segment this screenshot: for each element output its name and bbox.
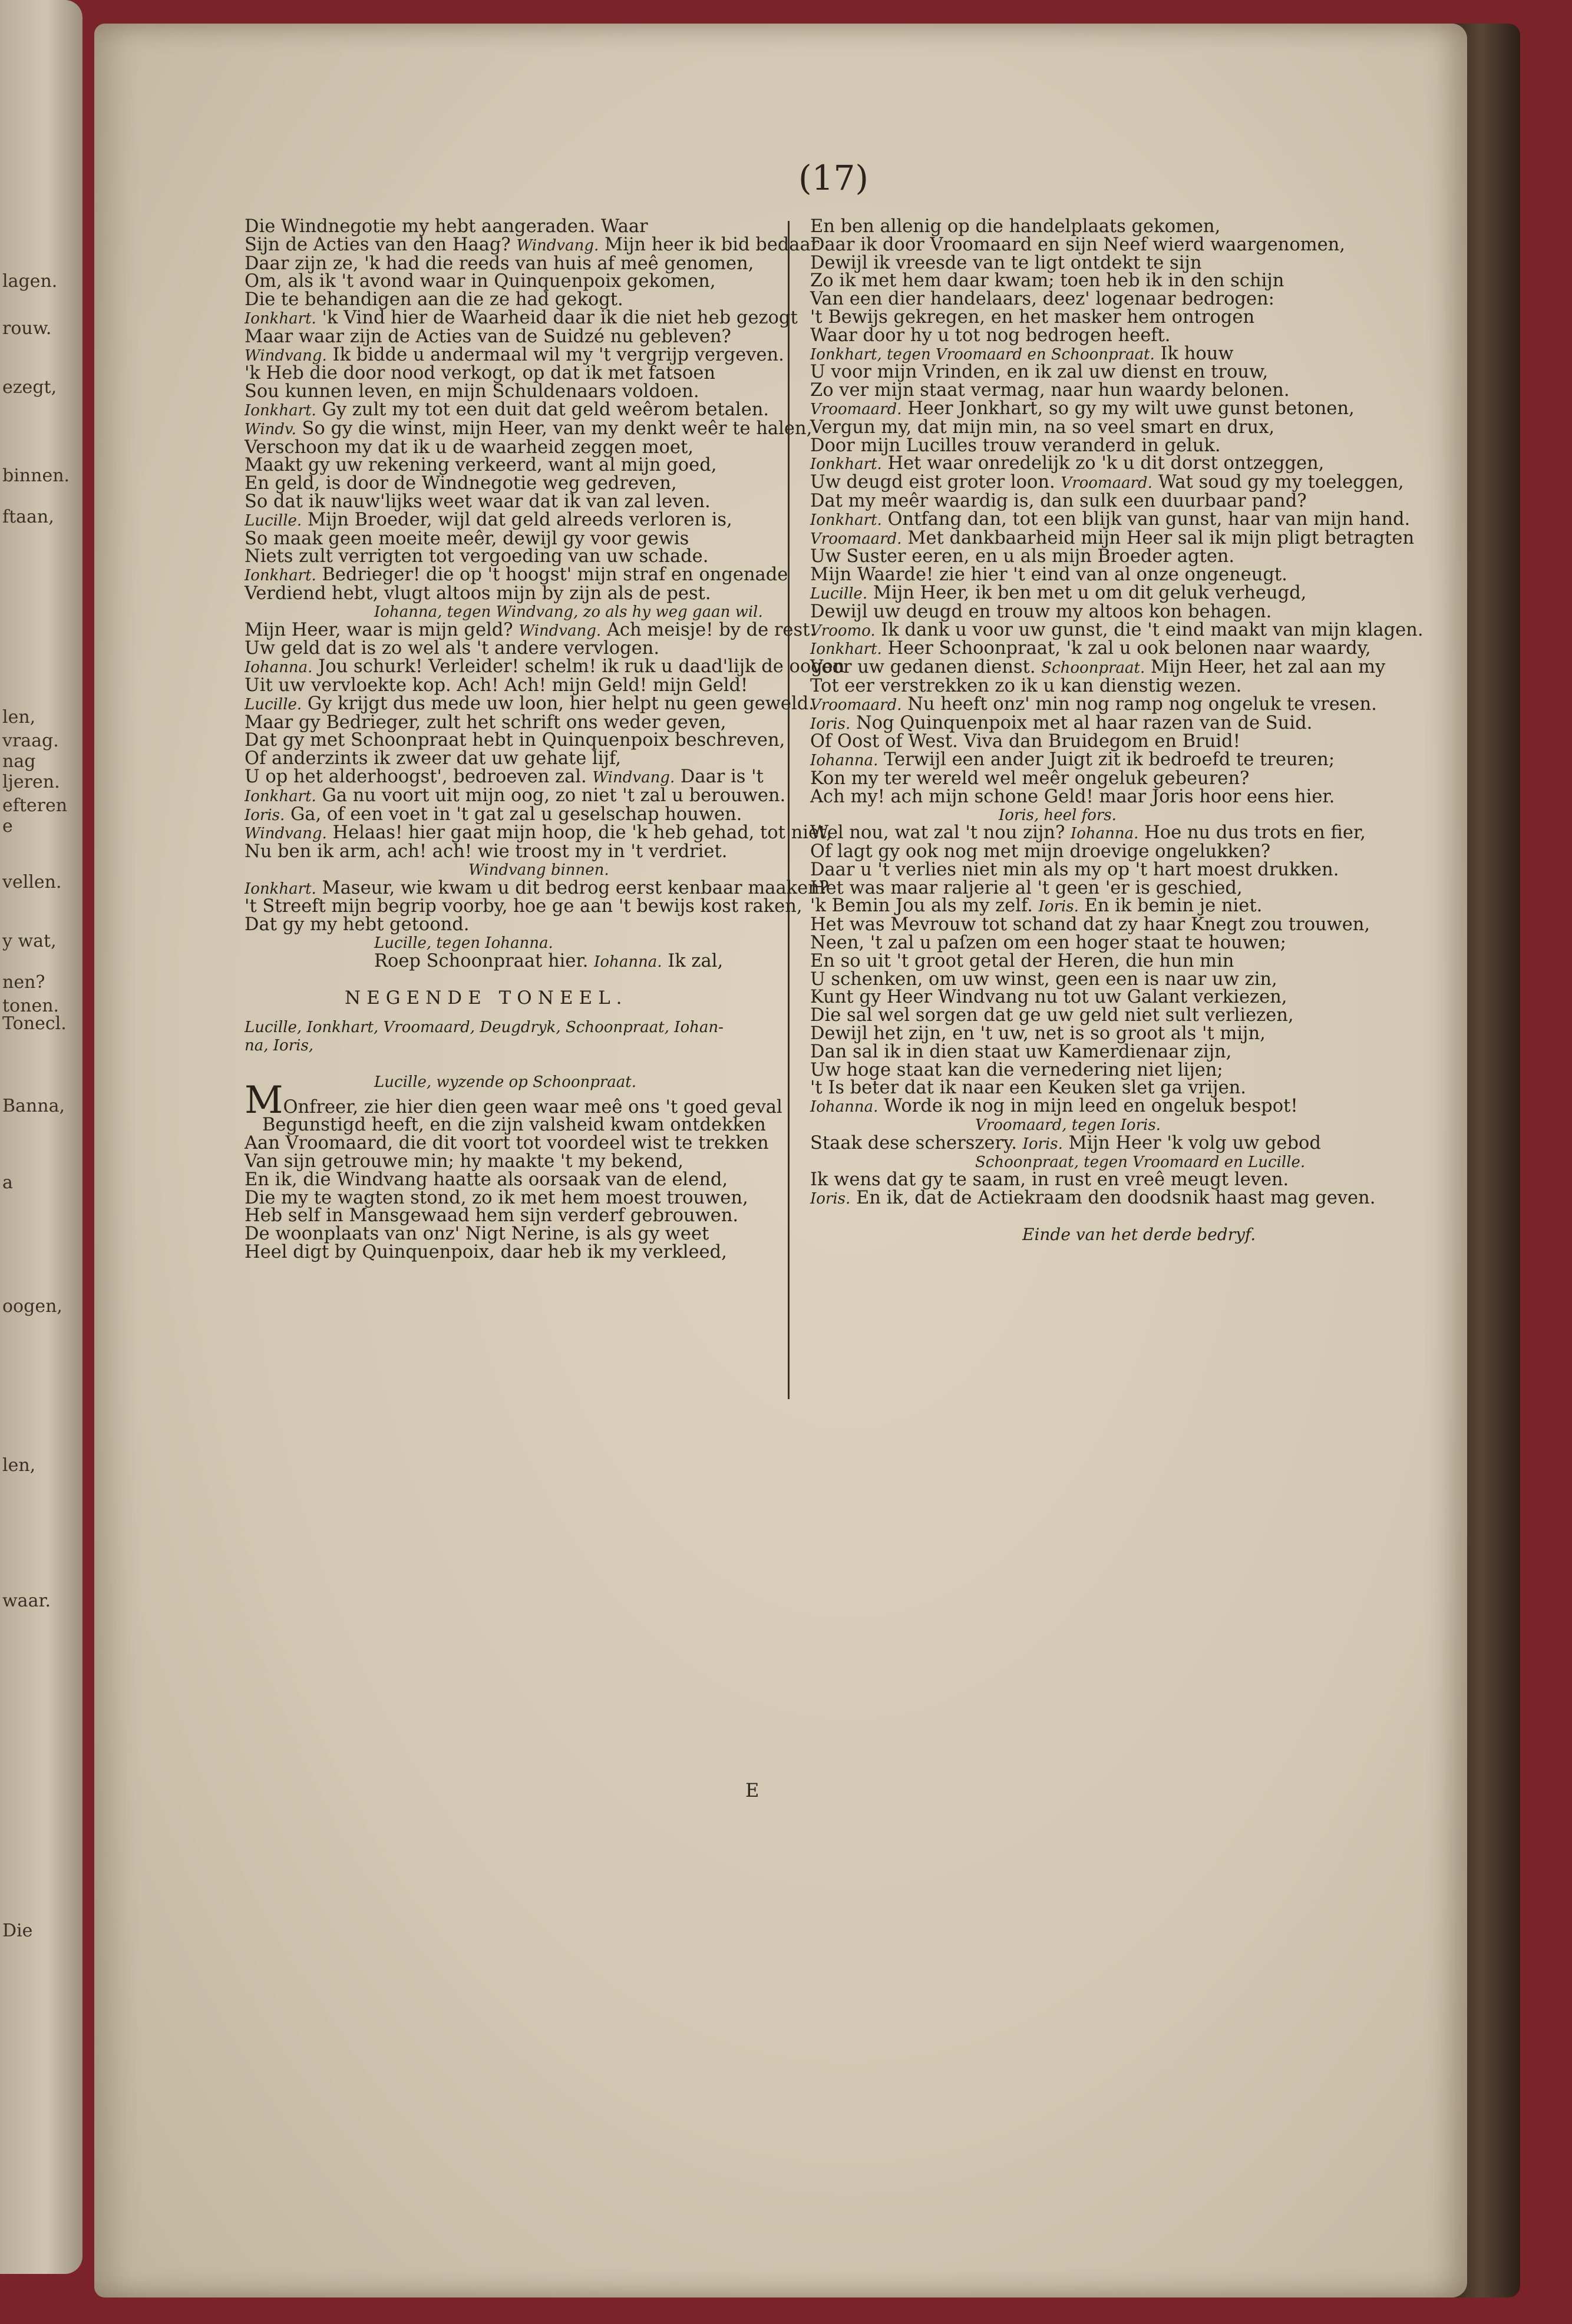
verse-text: Ik wens dat gy te saam, in rust en vreê meugt leven.	[810, 1169, 1289, 1191]
verse-line	[245, 1244, 775, 1262]
stage-direction: Lucille, wyzende op Schoonpraat.	[374, 1073, 637, 1091]
verse-text: Maar gy Bedrieger, zult het schrift ons weder geven,	[245, 712, 726, 733]
verse-text: Tot eer verstrekken zo ik u kan dienstig wezen.	[810, 675, 1242, 696]
verse-line	[810, 1043, 1405, 1062]
verse-line	[810, 382, 1405, 400]
verse-line	[810, 290, 1405, 309]
left-page-fragment: nen?	[2, 972, 45, 993]
left-page-edge	[0, 0, 82, 2274]
verse-text: Of Oost of West. Viva dan Bruidegom en Bruid!	[810, 731, 1240, 752]
verse-line	[810, 693, 1405, 715]
speaker-name: Ioris.	[810, 715, 851, 733]
verse-line	[810, 363, 1405, 382]
stage-direction: Lucille, tegen Iohanna.	[374, 934, 553, 953]
speaker-name: Ioris.	[1038, 898, 1079, 916]
verse-text: En so uit 't groot getal der Heren, die hun min	[810, 950, 1234, 971]
verse-line	[245, 693, 814, 714]
verse-line	[245, 656, 845, 677]
verse-text: Ik dank u voor uw gunst, die 't eind maakt van mijn klagen.	[875, 619, 1424, 640]
verse-line	[245, 218, 775, 236]
verse-line	[245, 307, 798, 328]
verse-text: Uw Suster eeren, en u als mijn Broeder agten.	[810, 546, 1235, 567]
verse-text: U voor mijn Vrinden, en ik zal uw dienst en trouw,	[810, 362, 1269, 383]
speaker-name: Iohanna.	[245, 659, 313, 677]
speaker-name: Lucille.	[245, 511, 302, 530]
verse-line	[810, 877, 1405, 898]
verse-text: Die sal wel sorgen dat ge uw geld niet sult verliezen,	[810, 1005, 1294, 1026]
speaker-name: Ionkhart.	[810, 455, 882, 474]
verse-line	[245, 950, 775, 971]
left-page-fragment: vraag.	[2, 730, 59, 751]
verse-text: Bedrieger! die op 't hoogst' mijn straf en ongenade	[316, 564, 788, 586]
verse-text: Die Windnegotie my hebt aangeraden. Waar	[245, 216, 648, 237]
verse-text: Heer Schoonpraat, 'k zal u ook belonen naar waardy,	[881, 638, 1371, 659]
verse-text: Van een dier handelaars, deez' logenaar bedrogen:	[810, 289, 1274, 310]
verse-line	[810, 824, 1405, 843]
verse-line	[245, 475, 775, 493]
verse-line	[810, 733, 1405, 751]
verse-text: Mijn Broeder, wijl dat geld alreeds verloren is,	[302, 509, 732, 530]
verse-line	[245, 1171, 775, 1189]
drop-cap: M	[245, 1078, 283, 1122]
verse-text: Onfreer, zie hier dien geen waar meê ons 't goed geval	[283, 1096, 782, 1118]
verse-text: Dewijl ik vreesde van te ligt ontdekt te sijn	[810, 252, 1202, 273]
verse-line	[245, 291, 775, 309]
verse-text: Ik zal,	[662, 950, 724, 971]
left-page-fragment: waar.	[2, 1591, 51, 1611]
scene-title: NEGENDE TONEEL.	[345, 987, 628, 1009]
verse-text: 't Bewijs gekregen, en het masker hem ontrogen	[810, 306, 1255, 328]
verse-text: Het was Mevrouw tot schand dat zy haar Knegt zou trouwen,	[810, 914, 1370, 935]
verse-text: Hoe nu dus trots en fier,	[1138, 822, 1366, 844]
verse-line	[810, 1097, 1405, 1116]
verse-text: Maar waar zijn de Acties van de Suidzé nu gebleven?	[245, 326, 731, 347]
verse-line	[245, 843, 775, 861]
verse-text: Mijn Heer, ik ben met u om dit geluk verheugd,	[867, 582, 1307, 603]
verse-text: U schenken, om uw winst, geen een is naar uw zin,	[810, 968, 1277, 990]
verse-line	[245, 768, 775, 787]
verse-line	[810, 327, 1405, 345]
verse-line	[245, 344, 784, 365]
verse-text: Voor uw gedanen dienst.	[810, 657, 1042, 678]
verse-text: Roep Schoonpraat hier.	[374, 950, 595, 971]
verse-line	[810, 916, 1405, 934]
speaker-name: Vroomo.	[810, 622, 876, 640]
verse-line	[810, 770, 1405, 788]
verse-line	[245, 328, 775, 346]
verse-text: Of lagt gy ook nog met mijn droevige ongelukken?	[810, 841, 1271, 862]
verse-line	[245, 677, 775, 695]
stage-direction: Ioris, heel fors.	[999, 806, 1117, 824]
verse-text: Mijn heer ik bid bedaar	[599, 234, 820, 255]
verse-text: Nog Quinquenpoix met al haar razen van de Suid.	[850, 712, 1313, 733]
verse-line	[810, 345, 1405, 364]
verse-text: Ga, of een voet in 't gat zal u geselschap houwen.	[285, 804, 742, 825]
stage-direction: na, Ioris,	[245, 1037, 314, 1055]
verse-line	[810, 861, 1405, 880]
verse-text: Kunt gy Heer Windvang nu tot uw Galant verkiezen,	[810, 987, 1287, 1008]
verse-text: Dewijl uw deugd en trouw my altoos kon behagen.	[810, 601, 1272, 622]
left-page-fragment: a	[2, 1172, 13, 1193]
verse-line	[245, 1225, 775, 1244]
verse-line	[810, 897, 1405, 916]
speaker-name: Ionkhart.	[245, 787, 316, 805]
act-end-note: Einde van het derde bedryf.	[1022, 1225, 1256, 1245]
verse-text: 'k Bemin Jou als my zelf.	[810, 895, 1039, 917]
verse-text: Wel nou, wat zal 't nou zijn?	[810, 822, 1071, 844]
verse-text: Sou kunnen leven, en mijn Schuldenaars voldoen.	[245, 381, 699, 402]
verse-text: Ik bidde u andermaal wil my 't vergrijp vergeven.	[326, 344, 784, 365]
left-page-fragment: efteren	[2, 795, 68, 816]
speaker-name: Windvang.	[516, 236, 599, 254]
verse-text: Heer Jonkhart, so gy my wilt uwe gunst betonen,	[901, 398, 1355, 419]
verse-line	[245, 916, 775, 934]
verse-text: Mijn Heer, het zal aan my	[1145, 657, 1386, 678]
verse-line	[245, 530, 775, 548]
verse-text: Zo ver mijn staat vermag, naar hun waardy belonen.	[810, 380, 1290, 401]
speaker-name: Vroomaard.	[810, 530, 902, 548]
verse-text: Maakt gy uw rekening verkeerd, want al mijn goed,	[245, 455, 717, 476]
verse-line	[245, 585, 775, 603]
verse-text: Worde ik nog in mijn leed en ongeluk bespot!	[878, 1096, 1298, 1117]
verse-text: Niets zult verrigten tot vergoeding van uw schade.	[245, 546, 709, 567]
verse-text: Nu ben ik arm, ach! ach! wie troost my in 't verdriet.	[245, 841, 728, 862]
verse-line	[245, 750, 775, 768]
verse-text: Daar u 't verlies niet min als my op 't hart moest drukken.	[810, 859, 1339, 880]
verse-line	[810, 437, 1405, 455]
verse-text: En ik bemin je niet.	[1078, 895, 1263, 917]
verse-line	[810, 989, 1405, 1007]
verse-line	[810, 934, 1405, 953]
verse-text: Wat soud gy my toeleggen,	[1152, 472, 1404, 493]
left-page-fragment: Banna,	[2, 1096, 65, 1116]
verse-line	[810, 677, 1405, 696]
verse-line	[245, 564, 788, 586]
verse-text: Kon my ter wereld wel meêr ongeluk gebeuren?	[810, 768, 1250, 789]
verse-text: Dewijl het zijn, en 't uw, net is so groot als 't mijn,	[810, 1023, 1266, 1044]
verse-text: Met dankbaarheid mijn Heer sal ik mijn pligt betragten	[901, 527, 1415, 548]
speaker-name: Ionkhart.	[810, 640, 882, 659]
left-page-fragment: oogen,	[2, 1296, 62, 1317]
speaker-name: Ionkhart.	[245, 309, 316, 328]
verse-text: Nu heeft onz' min nog ramp nog ongeluk te vresen.	[901, 693, 1377, 715]
verse-text: U op het alderhoogst', bedroeven zal.	[245, 766, 593, 787]
stage-direction: Iohanna, tegen Windvang, zo als hy weg gaan wil.	[374, 603, 763, 621]
verse-text: Mijn Heer 'k volg uw gebod	[1062, 1132, 1321, 1153]
verse-text: Zo ik met hem daar kwam; toen heb ik in den schijn	[810, 270, 1284, 292]
speaker-name: Iohanna.	[1071, 825, 1139, 843]
speaker-name: Iohanna.	[810, 752, 879, 770]
verse-text: Terwijl een ander Juigt zit ik bedroefd te treuren;	[878, 749, 1335, 771]
verse-line	[245, 511, 775, 530]
verse-text: Uit uw vervloekte kop. Ach! Ach! mijn Geld! mijn Geld!	[245, 675, 748, 696]
verse-line	[810, 236, 1405, 254]
left-page-fragment: len,	[2, 1455, 36, 1476]
verse-line	[245, 439, 775, 457]
verse-text: Heel digt by Quinquenpoix, daar heb ik my verkleed,	[245, 1242, 727, 1263]
verse-line	[245, 785, 786, 806]
verse-text: 't Is beter dat ik naar een Keuken slet ga vrijen.	[810, 1077, 1246, 1099]
verse-line	[810, 584, 1405, 603]
verse-text: En ik, die Windvang haatte als oorsaak van de elend,	[245, 1169, 728, 1190]
speaker-name: Vroomaard.	[810, 400, 902, 418]
verse-line	[245, 383, 775, 401]
verse-text: De woonplaats van onz' Nigt Nerine, is als gy weet	[245, 1224, 709, 1245]
verse-text: Die my te wagten stond, zo ik met hem moest trouwen,	[245, 1187, 748, 1208]
verse-line	[245, 548, 775, 566]
verse-text: Het was maar raljerie al 't geen 'er is geschied,	[810, 877, 1243, 898]
verse-line	[810, 1025, 1405, 1043]
verse-line	[245, 1189, 775, 1208]
verse-text: Dat gy met Schoonpraat hebt in Quinquenpoix beschreven,	[245, 730, 785, 751]
left-page-fragment: y wat,	[2, 931, 57, 951]
verse-line	[810, 751, 1405, 770]
right-text-column	[810, 216, 1424, 1245]
left-page-fragment: binnen.	[2, 465, 70, 486]
speaker-name: Windvang.	[592, 768, 675, 786]
verse-text: Waar door hy u tot nog bedrogen heeft.	[810, 325, 1171, 346]
speaker-name: Ionkhart.	[245, 401, 316, 419]
verse-line	[810, 1171, 1405, 1189]
left-page-fragment: rouw.	[2, 318, 52, 339]
verse-line	[245, 730, 785, 751]
blank-line	[245, 1055, 775, 1073]
verse-text: Verschoon my dat ik u de waarheid zeggen moet,	[245, 437, 693, 458]
verse-text: Verdiend hebt, vlugt altoos mijn by zijn als de pest.	[245, 583, 711, 604]
verse-line	[810, 1189, 1405, 1208]
verse-line	[245, 822, 833, 844]
verse-text: Uw geld dat is zo wel als 't andere vervlogen.	[245, 638, 660, 659]
speaker-name: Ioris.	[1022, 1135, 1063, 1153]
verse-line	[245, 877, 830, 898]
speaker-name: Ioris.	[245, 806, 285, 824]
verse-line	[810, 492, 1405, 511]
speaker-name: Ioris.	[810, 1190, 851, 1208]
signature-mark: E	[745, 1779, 759, 1801]
verse-line	[245, 640, 775, 658]
speaker-name: Windvang.	[519, 622, 602, 640]
stage-direction: Vroomaard, tegen Ioris.	[975, 1116, 1161, 1135]
left-page-fragment: lagen.	[2, 271, 58, 292]
stage-direction: Lucille, Ionkhart, Vroomaard, Deugdryk, Schoonpraat, Iohan-	[245, 1019, 724, 1037]
verse-line	[245, 896, 802, 917]
speaker-name: Lucille.	[810, 584, 868, 603]
speaker-name: Lucille.	[245, 695, 302, 713]
verse-text: Sijn de Acties van den Haag?	[245, 234, 517, 255]
speaker-name: Schoonpraat.	[1041, 659, 1145, 677]
verse-text: Het waar onredelijk zo 'k u dit dorst ontzeggen,	[881, 453, 1325, 474]
verse-text: Ik houw	[1154, 343, 1234, 364]
verse-text: So gy die winst, mijn Heer, van my denkt weêr te halen,	[296, 418, 813, 439]
verse-line	[810, 508, 1411, 530]
verse-text: Heb self in Mansgewaad hem sijn verderf gebrouwen.	[245, 1205, 739, 1227]
verse-line	[245, 806, 775, 825]
verse-text: Van sijn getrouwe min; hy maakte 't my bekend,	[245, 1151, 684, 1172]
verse-line	[810, 527, 1415, 548]
verse-text: Begunstigd heeft, en die zijn valsheid kwam ontdekken	[262, 1115, 766, 1136]
verse-text: Ach meisje! by de rest.	[601, 619, 816, 640]
verse-line	[810, 659, 1405, 677]
verse-line	[810, 306, 1405, 328]
verse-text: Dat my meêr waardig is, dan sulk een duurbaar pand?	[810, 490, 1307, 511]
verse-text: Neen, 't zal u paſzen om een hoger staat te houwen;	[810, 933, 1286, 954]
speaker-name: Vroomaard.	[810, 696, 902, 714]
column-rule	[788, 221, 790, 1399]
verse-line	[245, 1207, 775, 1225]
verse-line	[810, 1059, 1405, 1080]
verse-text: Daar is 't	[675, 766, 764, 787]
verse-line	[245, 714, 775, 732]
verse-line	[245, 1153, 775, 1171]
speaker-name: Ionkhart.	[810, 511, 882, 529]
verse-text: 't Streeft mijn begrip voorby, hoe ge aan 't bewijs kost raken,	[245, 896, 802, 917]
left-page-fragment: ezegt,	[2, 377, 57, 398]
verse-text: En ben allenig op die handelplaats gekomen,	[810, 216, 1221, 237]
verse-text: Ga nu voort uit mijn oog, zo niet 't zal u berouwen.	[316, 785, 786, 806]
verse-line	[810, 1079, 1405, 1097]
verse-line	[810, 603, 1405, 622]
verse-text: Jou schurk! Verleider! schelm! ik ruk u daad'lijk de oogen	[312, 656, 845, 677]
verse-text: Dan sal ik in dien staat uw Kamerdienaar zijn,	[810, 1041, 1232, 1062]
speaker-name: Iohanna.	[594, 953, 662, 971]
verse-text: Maseur, wie kwam u dit bedrog eerst kenbaar maaken?	[316, 877, 830, 898]
verse-text: Mijn Waarde! zie hier 't eind van al onze ongeneugt.	[810, 564, 1287, 586]
verse-text: Mijn Heer, waar is mijn geld?	[245, 619, 519, 640]
verse-line	[810, 788, 1405, 806]
verse-line	[810, 455, 1405, 474]
verse-text: So maak geen moeite meêr, dewijl gy voor gewis	[245, 528, 689, 549]
left-page-fragment: Tonecl.	[2, 1013, 67, 1034]
verse-line	[245, 418, 813, 439]
verse-text: Ach my! ach mijn schone Geld! maar Joris hoor eens hier.	[810, 786, 1335, 807]
speaker-name: Windvang.	[245, 825, 327, 843]
verse-line	[245, 401, 775, 420]
verse-text: Uw hoge staat kan die vernedering niet lijen;	[810, 1059, 1223, 1080]
verse-text: Om, als ik 't avond waar in Quinquenpoix gekomen,	[245, 271, 716, 292]
verse-line	[245, 234, 820, 255]
speaker-name: Ionkhart.	[245, 880, 316, 898]
verse-line	[810, 218, 1405, 236]
verse-line	[245, 457, 775, 475]
verse-text: En geld, is door de Windnegotie weg gedreven,	[245, 473, 677, 494]
verse-line	[810, 1007, 1405, 1025]
verse-line	[810, 400, 1405, 419]
speaker-name: Windv.	[245, 420, 296, 438]
verse-text: Staak dese scherszery.	[810, 1132, 1023, 1153]
verse-text: Uw deugd eist groter loon.	[810, 472, 1061, 493]
verse-line	[810, 474, 1405, 492]
left-page-fragment: e	[2, 816, 13, 837]
verse-text: So dat ik nauw'lijks weet waar dat ik van zal leven.	[245, 491, 711, 512]
verse-line	[810, 843, 1405, 861]
verse-line	[245, 1135, 775, 1153]
book-page	[94, 24, 1467, 2297]
left-page-fragment: ljeren.	[2, 772, 60, 792]
verse-text: Aan Vroomaard, die dit voort tot voordeel wist te trekken	[245, 1133, 769, 1154]
verse-text: Dat gy my hebt getoond.	[245, 914, 470, 935]
verse-text: Gy zult my tot een duit dat geld weêrom betalen.	[316, 399, 770, 420]
verse-line	[810, 254, 1405, 273]
left-page-fragment: ftaan,	[2, 507, 54, 527]
verse-line	[810, 566, 1405, 584]
left-page-fragment: len,	[2, 707, 36, 728]
verse-text: Daar ik door Vroomaard en sijn Neef wierd waargenomen,	[810, 234, 1345, 255]
verse-text: Door mijn Lucilles trouw veranderd in geluk.	[810, 435, 1221, 456]
verse-line	[810, 712, 1405, 733]
speaker-name: Ionkhart, tegen Vroomaard en Schoonpraat.	[810, 345, 1155, 363]
verse-line	[810, 619, 1424, 640]
verse-line	[810, 548, 1405, 566]
left-page-fragment: vellen.	[2, 872, 62, 892]
page-number: (17)	[798, 158, 869, 198]
stage-direction: Windvang binnen.	[468, 861, 609, 879]
verse-text: 'k Vind hier de Waarheid daar ik die niet heb gezogt	[316, 307, 798, 328]
speaker-name: Windvang.	[245, 346, 327, 365]
verse-text: Vergun my, dat mijn min, na so veel smart en drux,	[810, 416, 1275, 438]
verse-line	[245, 619, 816, 640]
verse-line	[245, 493, 775, 511]
verse-text: En ik, dat de Actiekraam den doodsnik haast mag geven.	[850, 1188, 1376, 1209]
verse-line	[810, 272, 1405, 290]
verse-text: Die te behandigen aan die ze had gekogt.	[245, 289, 623, 310]
speaker-name: Iohanna.	[810, 1098, 879, 1116]
verse-line	[810, 1132, 1405, 1153]
verse-text: Gy krijgt dus mede uw loon, hier helpt nu geen geweld.	[302, 693, 814, 714]
verse-text: Of anderzints ik zweer dat uw gehate lijf,	[245, 748, 621, 769]
speaker-name: Ionkhart.	[245, 567, 316, 585]
verse-line	[245, 365, 775, 383]
verse-text: Ontfang dan, tot een blijk van gunst, haar van mijn hand.	[881, 508, 1411, 530]
verse-line	[245, 255, 775, 273]
left-page-fragment: tonen.	[2, 996, 60, 1016]
left-page-fragment: nag	[2, 751, 36, 772]
verse-line	[245, 273, 775, 291]
verse-text: Helaas! hier gaat mijn hoop, die 'k heb gehad, tot niet,	[326, 822, 833, 844]
verse-line	[810, 640, 1405, 659]
left-page-fragment: Die	[2, 1920, 33, 1941]
verse-line	[810, 968, 1405, 990]
verse-text: Daar zijn ze, 'k had die reeds van huis af meê genomen,	[245, 253, 754, 274]
verse-line	[810, 416, 1405, 438]
verse-text: 'k Heb die door nood verkogt, op dat ik met fatsoen	[245, 363, 715, 384]
speaker-name: Vroomaard.	[1061, 474, 1152, 492]
stage-direction: Schoonpraat, tegen Vroomaard en Lucille.	[975, 1153, 1306, 1171]
verse-line	[810, 950, 1405, 971]
verse-line	[245, 1116, 775, 1135]
